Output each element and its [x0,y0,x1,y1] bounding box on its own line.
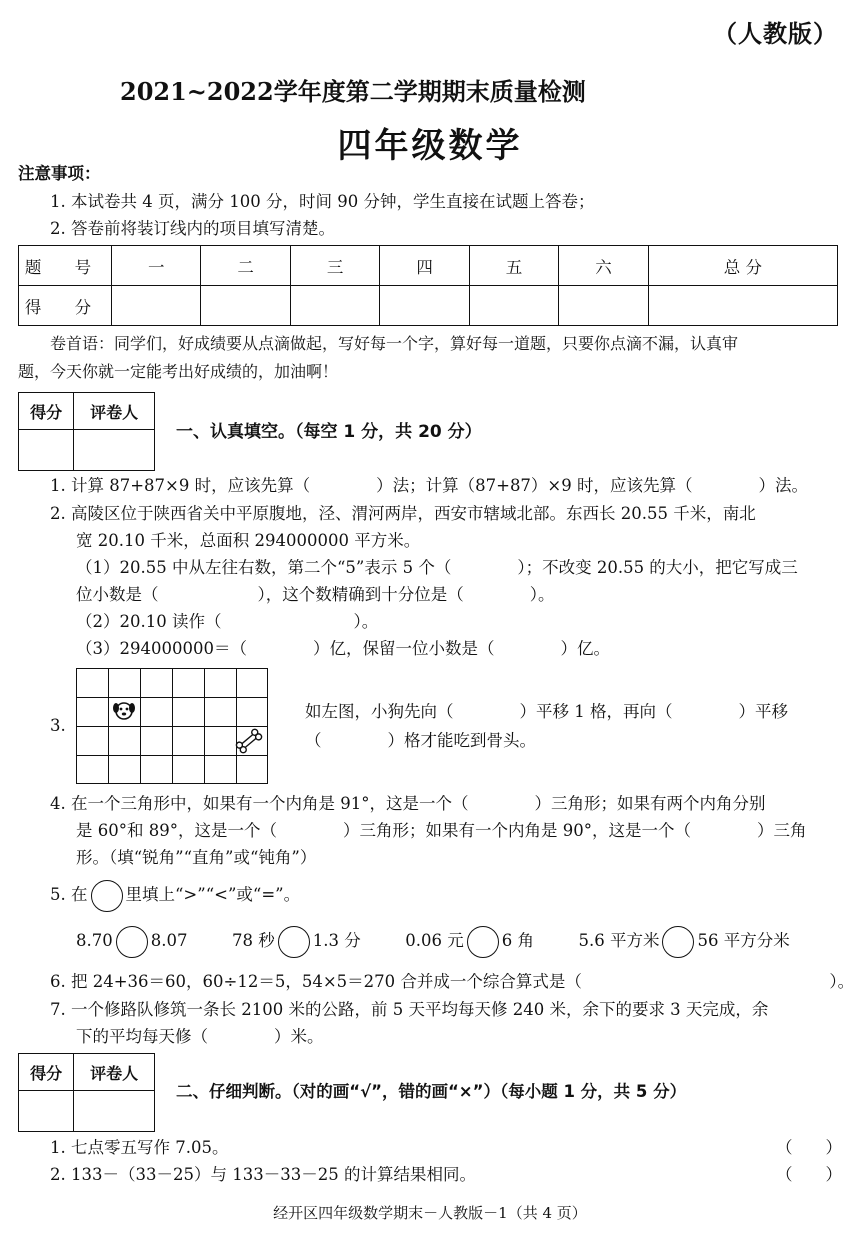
judge-question-2: 2. 133－（33－25）与 133－33－25 的计算结果相同。 [50,1165,476,1184]
note-item-2: 2. 答卷前将装订线内的项目填写清楚。 [50,219,335,238]
question-1-5-items [76,922,790,960]
question-1-2-sub-1b: 位小数是（ ），这个数精确到十分位是（ ）。 [76,585,555,604]
compare-right: 8.07 [150,931,188,950]
question-1-4-line-1: 4. 在一个三角形中，如果有一个内角是 91°，这是一个（ ）三角形；如果有两个内角分别 [50,794,766,813]
compare-left: 0.06 元 [405,931,464,950]
judge-question-1: 1. 七点零五写作 7.05。 [50,1138,229,1157]
score-cell[interactable] [648,286,837,326]
compare-left: 78 秒 [232,931,275,950]
score-table-col-total: 总 分 [648,246,837,286]
compare-circle[interactable] [467,926,499,958]
question-1-5-instruction [50,876,300,914]
compare-circle[interactable] [116,926,148,958]
bone-icon [233,726,265,755]
edition-label: （人教版） [713,20,838,48]
score-table-col-1: 一 [112,246,201,286]
compare-right: 1.3 分 [312,931,361,950]
score-cell[interactable] [290,286,379,326]
score-table-col-5: 五 [469,246,558,286]
compare-right: 56 平方分米 [697,931,790,950]
question-1-2-sub-3: （3）294000000＝（ ）亿，保留一位小数是（ ）亿。 [76,639,610,658]
grader-score-label: 得分 [19,393,74,430]
exam-title: 2021~2022学年度第二学期期末质量检测 [120,77,586,106]
dog-icon [108,696,140,725]
question-1-2-line-1: 2. 高陵区位于陕西省关中平原腹地，泾、渭河两岸，西安市辖域北部。东西长 20.55 千米，南北 [50,504,756,523]
score-cell[interactable] [559,286,648,326]
question-1-4-line-2: 是 60°和 89°，这是一个（ ）三角形；如果有一个内角是 90°，这是一个（ ）三角 [76,821,807,840]
judge-answer-blank-2[interactable]: （ ） [776,1165,842,1184]
grader-box-2 [18,1053,155,1132]
question-1-7-line-2: 下的平均每天修（ ）米。 [76,1027,324,1046]
question-1-2-sub-1a: （1）20.55 中从左往右数，第二个“5”表示 5 个（ ）；不改变 20.55 的大小，把它写成三 [76,558,798,577]
grader-score-cell[interactable] [19,1091,74,1132]
notes-heading: 注意事项： [18,164,101,183]
question-1-3-number: 3. [50,716,66,735]
grader-name-label: 评卷人 [74,1054,155,1091]
question-1-3-line-1: 如左图，小狗先向（ ）平移 1 格，再向（ ）平移 [305,702,788,721]
score-table-col-3: 三 [290,246,379,286]
grader-score-label: 得分 [19,1054,74,1091]
compare-circle[interactable] [662,926,694,958]
question-1-5-suffix: 里填上“>”“<”或“=”。 [125,885,301,904]
question-1-7-line-1: 7. 一个修路队修筑一条长 2100 米的公路，前 5 天平均每天修 240 米，余下的要求 3 天完成，余 [50,1000,769,1019]
grader-name-label: 评卷人 [74,393,155,430]
question-1-3-line-2: （ ）格才能吃到骨头。 [305,731,536,750]
preface-line-2: 题，今天你就一定能考出好成绩的，加油啊！ [18,362,339,381]
section-1-title: 一、认真填空。（每空 1 分，共 20 分） [176,422,482,442]
grader-name-cell[interactable] [74,1091,155,1132]
note-item-1: 1. 本试卷共 4 页，满分 100 分，时间 90 分钟，学生直接在试题上答卷； [50,192,595,211]
score-cell[interactable] [201,286,290,326]
question-1-2-line-2: 宽 20.10 千米，总面积 294000000 平方米。 [76,531,421,550]
score-table [18,245,838,326]
compare-circle-icon [91,880,123,912]
section-2-title: 二、仔细判断。（对的画“√”，错的画“×”）（每小题 1 分，共 5 分） [176,1082,687,1101]
score-table-header: 题 号 [19,246,112,286]
question-1-1: 1. 计算 87+87×9 时，应该先算（ ）法；计算（87+87）×9 时，应该先算（ ）法。 [50,476,809,495]
judge-answer-blank-1[interactable]: （ ） [776,1138,842,1157]
compare-right: 6 角 [501,931,534,950]
subject-title: 四年级数学 [337,126,523,166]
score-table-score-row [19,286,838,326]
page-footer: 经开区四年级数学期末－人教版－1（共 4 页） [273,1204,587,1222]
grader-box-1 [18,392,155,471]
score-table-col-2: 二 [201,246,290,286]
score-table-col-4: 四 [380,246,469,286]
question-1-6: 6. 把 24+36＝60，60÷12＝5，54×5＝270 合并成一个综合算式是（ ）。 [50,972,855,991]
score-table-header-row [19,246,838,286]
score-row-label: 得 分 [19,286,112,326]
question-1-5-prefix: 5. 在 [50,885,88,904]
preface-line-1: 卷首语：同学们，好成绩要从点滴做起，写好每一个字，算好每一道题，只要你点滴不漏，认真审 [50,334,739,353]
compare-left: 5.6 平方米 [578,931,660,950]
compare-circle[interactable] [278,926,310,958]
question-1-2-sub-2: （2）20.10 读作（ ）。 [76,612,379,631]
compare-left: 8.70 [76,931,113,950]
grader-name-cell[interactable] [74,430,155,471]
score-table-col-6: 六 [559,246,648,286]
question-1-4-line-3: 形。（填“锐角”“直角”或“钝角”） [76,848,317,867]
score-cell[interactable] [469,286,558,326]
score-cell[interactable] [112,286,201,326]
score-cell[interactable] [380,286,469,326]
grader-score-cell[interactable] [19,430,74,471]
